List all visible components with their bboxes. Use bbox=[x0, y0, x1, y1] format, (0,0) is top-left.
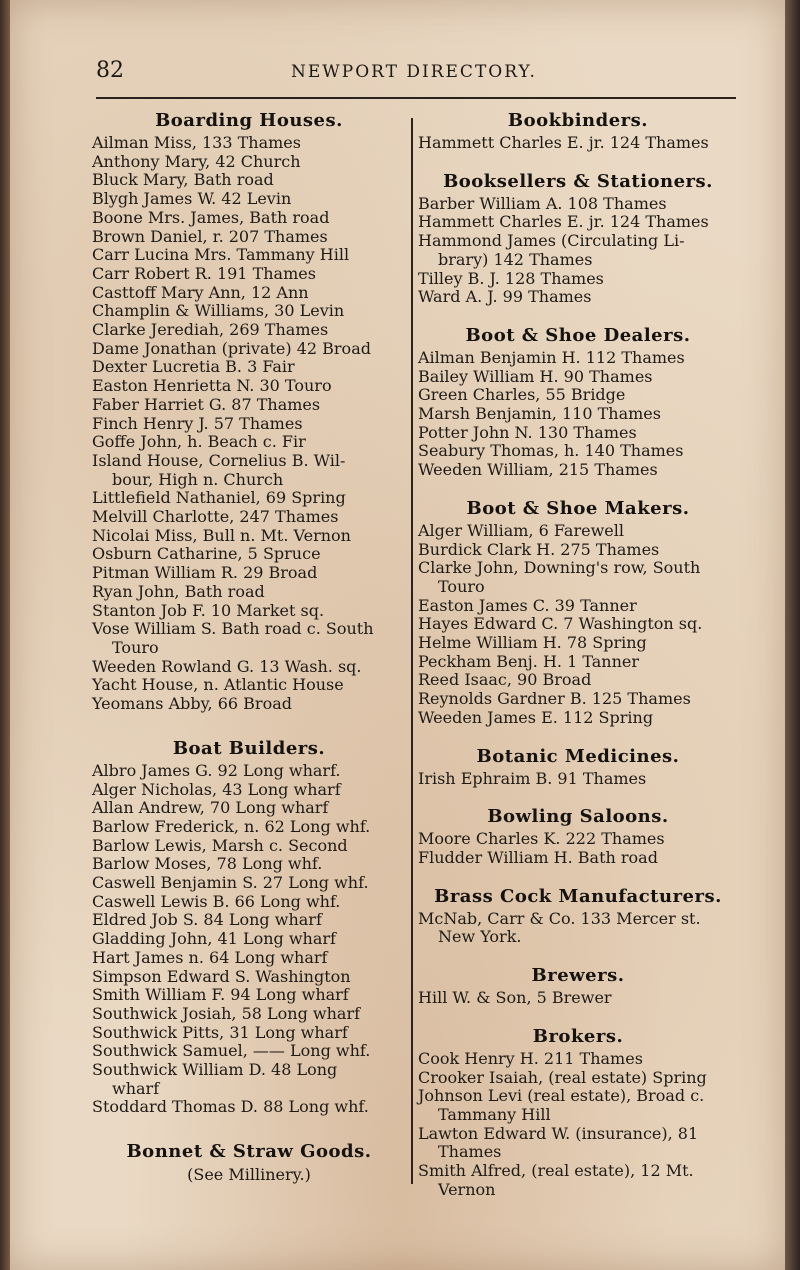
directory-entry bbox=[92, 433, 406, 452]
entry-text: Green Charles, 55 Bridge bbox=[418, 385, 626, 405]
directory-entry bbox=[418, 405, 738, 424]
directory-entry bbox=[418, 830, 738, 849]
directory-entry bbox=[92, 228, 406, 247]
entry-text: Albro James G. 92 Long wharf. bbox=[92, 760, 341, 780]
section-heading: Brokers. bbox=[532, 1025, 624, 1047]
directory-entry bbox=[92, 762, 406, 781]
page-header bbox=[96, 58, 736, 90]
directory-entry bbox=[92, 583, 406, 602]
page-right-edge bbox=[785, 0, 800, 1270]
directory-entry bbox=[92, 415, 406, 434]
directory-entry bbox=[92, 508, 406, 527]
entry-text: Caswell Benjamin S. 27 Long whf. bbox=[92, 873, 369, 893]
directory-entry bbox=[92, 911, 406, 930]
section-gap bbox=[92, 714, 406, 736]
entry-text: Reynolds Gardner B. 125 Thames bbox=[418, 689, 691, 709]
entry-text: Island House, Cornelius B. Wil- bbox=[92, 450, 346, 470]
directory-entry bbox=[418, 597, 738, 616]
directory-entry bbox=[92, 855, 406, 874]
directory-entry bbox=[92, 265, 406, 284]
directory-entry bbox=[92, 358, 406, 377]
entry-continuation: brary) 142 Thames bbox=[438, 249, 593, 269]
entry-continuation: New York. bbox=[438, 927, 522, 947]
entry-text: Burdick Clark H. 275 Thames bbox=[418, 539, 660, 559]
entry-text: Carr Robert R. 191 Thames bbox=[92, 263, 316, 283]
entry-text: Weeden Rowland G. 13 Wash. sq. bbox=[92, 656, 362, 676]
entry-text: Crooker Isaiah, (real estate) Spring bbox=[418, 1067, 707, 1087]
directory-section bbox=[418, 963, 738, 1008]
directory-entry bbox=[92, 781, 406, 800]
directory-entry bbox=[418, 368, 738, 387]
entry-text: Stoddard Thomas D. 88 Long whf. bbox=[92, 1097, 369, 1117]
entry-text: Southwick William D. 48 Long bbox=[92, 1060, 338, 1080]
entry-text: Brown Daniel, r. 207 Thames bbox=[92, 226, 328, 246]
section-gap bbox=[418, 947, 738, 963]
directory-entry bbox=[418, 522, 738, 541]
directory-entry bbox=[92, 695, 406, 714]
directory-entry bbox=[92, 1061, 406, 1098]
entry-text: Southwick Pitts, 31 Long wharf bbox=[92, 1022, 348, 1042]
directory-entry bbox=[92, 837, 406, 856]
directory-entry bbox=[418, 232, 738, 269]
directory-entry bbox=[92, 545, 406, 564]
directory-section bbox=[92, 1139, 406, 1185]
directory-section bbox=[418, 496, 738, 728]
directory-entry bbox=[418, 989, 738, 1008]
entry-text: Stanton Job F. 10 Market sq. bbox=[92, 600, 325, 620]
directory-entry bbox=[418, 213, 738, 232]
section-heading: Boarding Houses. bbox=[155, 110, 343, 131]
entry-text: Osburn Catharine, 5 Spruce bbox=[92, 544, 321, 564]
entry-text: Seabury Thomas, h. 140 Thames bbox=[418, 441, 684, 461]
entry-text: Dexter Lucretia B. 3 Fair bbox=[92, 357, 295, 377]
section-gap bbox=[418, 153, 738, 169]
section-heading: Bookbinders. bbox=[507, 110, 649, 131]
entry-text: Cook Henry H. 211 Thames bbox=[418, 1048, 643, 1068]
entry-text: Alger Nicholas, 43 Long wharf bbox=[92, 779, 341, 799]
entry-text: Nicolai Miss, Bull n. Mt. Vernon bbox=[92, 525, 351, 545]
entry-text: Weeden William, 215 Thames bbox=[418, 460, 658, 480]
entry-continuation: Tammany Hill bbox=[438, 1104, 551, 1124]
directory-entry bbox=[418, 634, 738, 653]
entry-text: Reed Isaac, 90 Broad bbox=[418, 670, 592, 690]
entry-continuation: Thames bbox=[438, 1142, 502, 1162]
directory-entry bbox=[418, 1087, 738, 1124]
entry-text: Barlow Frederick, n. 62 Long whf. bbox=[92, 816, 371, 836]
directory-section bbox=[418, 108, 738, 153]
entry-text: Vose William S. Bath road c. South bbox=[92, 619, 374, 639]
directory-entry bbox=[92, 246, 406, 265]
directory-entry bbox=[92, 893, 406, 912]
entry-text: Hammett Charles E. jr. 124 Thames bbox=[418, 212, 709, 232]
section-heading: Boot & Shoe Makers. bbox=[466, 497, 690, 519]
header-rule bbox=[96, 97, 736, 99]
right-column bbox=[418, 108, 738, 1199]
entry-text: Alger William, 6 Farewell bbox=[418, 520, 624, 540]
directory-entry bbox=[418, 1162, 738, 1199]
entry-text: Tilley B. J. 128 Thames bbox=[418, 268, 604, 288]
section-gap bbox=[418, 307, 738, 323]
directory-entry bbox=[418, 770, 738, 789]
directory-entry bbox=[92, 1024, 406, 1043]
entry-text: Peckham Benj. H. 1 Tanner bbox=[418, 651, 640, 671]
section-note: (See Millinery.) bbox=[187, 1165, 311, 1185]
entry-text: Smith William F. 94 Long wharf bbox=[92, 985, 349, 1005]
entry-text: Finch Henry J. 57 Thames bbox=[92, 413, 303, 433]
entry-text: Barlow Lewis, Marsh c. Second bbox=[92, 835, 348, 855]
entry-text: Simpson Edward S. Washington bbox=[92, 966, 351, 986]
entry-text: Ryan John, Bath road bbox=[92, 581, 265, 601]
entry-text: Weeden James E. 112 Spring bbox=[418, 707, 654, 727]
entry-text: Bluck Mary, Bath road bbox=[92, 170, 274, 190]
directory-entry bbox=[92, 930, 406, 949]
entry-text: Ailman Benjamin H. 112 Thames bbox=[418, 347, 685, 367]
entry-text: Johnson Levi (real estate), Broad c. bbox=[418, 1086, 705, 1106]
directory-section bbox=[418, 804, 738, 867]
section-gap bbox=[418, 868, 738, 884]
directory-entry bbox=[92, 676, 406, 695]
directory-entry bbox=[418, 195, 738, 214]
entry-text: Lawton Edward W. (insurance), 81 bbox=[418, 1123, 699, 1143]
directory-section bbox=[92, 736, 406, 1117]
section-heading: Boot & Shoe Dealers. bbox=[465, 324, 691, 346]
section-gap bbox=[418, 728, 738, 744]
directory-entry bbox=[418, 671, 738, 690]
entry-text: Carr Lucina Mrs. Tammany Hill bbox=[92, 245, 350, 265]
entry-continuation: wharf bbox=[112, 1078, 160, 1098]
directory-entry bbox=[92, 153, 406, 172]
entry-text: Goffe John, h. Beach c. Fir bbox=[92, 432, 306, 452]
directory-section bbox=[418, 323, 738, 480]
entry-text: Hill W. & Son, 5 Brewer bbox=[418, 988, 612, 1008]
directory-entry bbox=[92, 968, 406, 987]
entry-text: Moore Charles K. 222 Thames bbox=[418, 829, 665, 849]
entry-text: Barlow Moses, 78 Long whf. bbox=[92, 854, 323, 874]
section-gap bbox=[418, 480, 738, 496]
directory-entry bbox=[418, 849, 738, 868]
directory-section bbox=[418, 169, 738, 307]
directory-entry bbox=[92, 340, 406, 359]
entry-continuation: bour, High n. Church bbox=[112, 469, 284, 489]
entry-text: Faber Harriet G. 87 Thames bbox=[92, 394, 321, 414]
directory-entry bbox=[92, 134, 406, 153]
directory-entry bbox=[92, 452, 406, 489]
entry-text: Smith Alfred, (real estate), 12 Mt. bbox=[418, 1161, 694, 1181]
directory-entry bbox=[92, 302, 406, 321]
page-number: 82 bbox=[96, 58, 124, 83]
section-heading: Brass Cock Manufacturers. bbox=[434, 885, 722, 907]
directory-entry bbox=[92, 527, 406, 546]
entry-text: Pitman William R. 29 Broad bbox=[92, 563, 318, 583]
directory-entry bbox=[418, 1069, 738, 1088]
entry-text: Anthony Mary, 42 Church bbox=[92, 151, 301, 171]
entry-text: Champlin & Williams, 30 Levin bbox=[92, 301, 345, 321]
section-heading: Boat Builders. bbox=[172, 737, 326, 759]
entry-text: McNab, Carr & Co. 133 Mercer st. bbox=[418, 908, 701, 928]
entry-text: Hammond James (Circulating Li- bbox=[418, 231, 685, 251]
entry-text: Marsh Benjamin, 110 Thames bbox=[418, 404, 661, 424]
entry-text: Potter John N. 130 Thames bbox=[418, 422, 637, 442]
entry-text: Littlefield Nathaniel, 69 Spring bbox=[92, 488, 346, 508]
directory-entry bbox=[92, 489, 406, 508]
entry-continuation: Touro bbox=[438, 576, 485, 596]
directory-entry bbox=[92, 284, 406, 303]
page-title: NEWPORT DIRECTORY. bbox=[291, 62, 537, 82]
directory-entry bbox=[92, 1005, 406, 1024]
entry-text: Clarke John, Downing's row, South bbox=[418, 558, 701, 578]
directory-entry bbox=[418, 461, 738, 480]
directory-entry bbox=[418, 910, 738, 947]
entry-text: Southwick Samuel, —— Long whf. bbox=[92, 1041, 371, 1061]
entry-text: Eldred Job S. 84 Long wharf bbox=[92, 910, 322, 930]
directory-entry bbox=[418, 424, 738, 443]
directory-entry bbox=[418, 615, 738, 634]
directory-entry bbox=[418, 442, 738, 461]
directory-section bbox=[418, 884, 738, 947]
entry-text: Boone Mrs. James, Bath road bbox=[92, 207, 330, 227]
entry-text: Clarke Jerediah, 269 Thames bbox=[92, 320, 329, 340]
entry-text: Barber William A. 108 Thames bbox=[418, 193, 667, 213]
directory-entry bbox=[418, 288, 738, 307]
entry-text: Helme William H. 78 Spring bbox=[418, 633, 647, 653]
directory-entry bbox=[92, 986, 406, 1005]
directory-entry bbox=[92, 602, 406, 621]
directory-section bbox=[418, 1024, 738, 1200]
column-divider bbox=[411, 118, 413, 1184]
directory-entry bbox=[418, 270, 738, 289]
directory-entry bbox=[92, 1042, 406, 1061]
entry-continuation: Touro bbox=[112, 637, 159, 657]
entry-text: Dame Jonathan (private) 42 Broad bbox=[92, 338, 371, 358]
directory-entry bbox=[92, 658, 406, 677]
entry-continuation: Vernon bbox=[438, 1179, 496, 1199]
entry-text: Caswell Lewis B. 66 Long whf. bbox=[92, 891, 341, 911]
directory-entry bbox=[92, 209, 406, 228]
directory-entry bbox=[92, 620, 406, 657]
directory-entry bbox=[92, 949, 406, 968]
entry-text: Yacht House, n. Atlantic House bbox=[92, 675, 344, 695]
entry-text: Easton James C. 39 Tanner bbox=[418, 595, 637, 615]
entry-text: Yeomans Abby, 66 Broad bbox=[92, 694, 292, 714]
entry-text: Bailey William H. 90 Thames bbox=[418, 366, 653, 386]
directory-entry bbox=[418, 541, 738, 560]
entry-text: Melvill Charlotte, 247 Thames bbox=[92, 507, 339, 527]
section-heading: Bowling Saloons. bbox=[487, 806, 669, 828]
directory-entry bbox=[92, 799, 406, 818]
directory-entry bbox=[92, 321, 406, 340]
directory-entry bbox=[418, 386, 738, 405]
section-heading: Brewers. bbox=[531, 965, 625, 987]
entry-text: Irish Ephraim B. 91 Thames bbox=[418, 768, 647, 788]
directory-entry bbox=[418, 653, 738, 672]
directory-section bbox=[418, 744, 738, 789]
directory-entry bbox=[92, 874, 406, 893]
directory-entry bbox=[418, 1050, 738, 1069]
entry-text: Southwick Josiah, 58 Long wharf bbox=[92, 1003, 361, 1023]
section-gap bbox=[418, 788, 738, 804]
entry-text: Casttoff Mary Ann, 12 Ann bbox=[92, 282, 309, 302]
section-heading: Botanic Medicines. bbox=[476, 745, 680, 767]
directory-entry bbox=[418, 559, 738, 596]
entry-text: Easton Henrietta N. 30 Touro bbox=[92, 376, 332, 396]
entry-text: Hart James n. 64 Long wharf bbox=[92, 947, 328, 967]
directory-entry bbox=[92, 377, 406, 396]
entry-text: Gladding John, 41 Long wharf bbox=[92, 929, 336, 949]
directory-entry bbox=[92, 1098, 406, 1117]
section-gap bbox=[418, 1008, 738, 1024]
entry-text: Allan Andrew, 70 Long wharf bbox=[92, 798, 329, 818]
directory-entry bbox=[418, 690, 738, 709]
entry-text: Ward A. J. 99 Thames bbox=[418, 287, 592, 307]
directory-entry bbox=[92, 564, 406, 583]
directory-entry bbox=[92, 190, 406, 209]
directory-section bbox=[92, 108, 406, 714]
directory-entry bbox=[418, 709, 738, 728]
entry-text: Hayes Edward C. 7 Washington sq. bbox=[418, 614, 703, 634]
directory-entry bbox=[92, 171, 406, 190]
entry-text: Blygh James W. 42 Levin bbox=[92, 189, 292, 209]
directory-entry bbox=[92, 396, 406, 415]
book-spine-edge bbox=[0, 0, 10, 1270]
entry-text: Fludder William H. Bath road bbox=[418, 847, 658, 867]
section-heading: Booksellers & Stationers. bbox=[443, 170, 713, 192]
entry-text: Ailman Miss, 133 Thames bbox=[92, 133, 301, 152]
directory-entry bbox=[418, 134, 738, 153]
directory-entry bbox=[418, 349, 738, 368]
section-heading: Bonnet & Straw Goods. bbox=[126, 1141, 372, 1163]
entry-text: Hammett Charles E. jr. 124 Thames bbox=[418, 133, 709, 152]
section-gap bbox=[92, 1117, 406, 1139]
directory-entry bbox=[418, 1125, 738, 1162]
directory-entry bbox=[92, 818, 406, 837]
left-column bbox=[92, 108, 406, 1185]
